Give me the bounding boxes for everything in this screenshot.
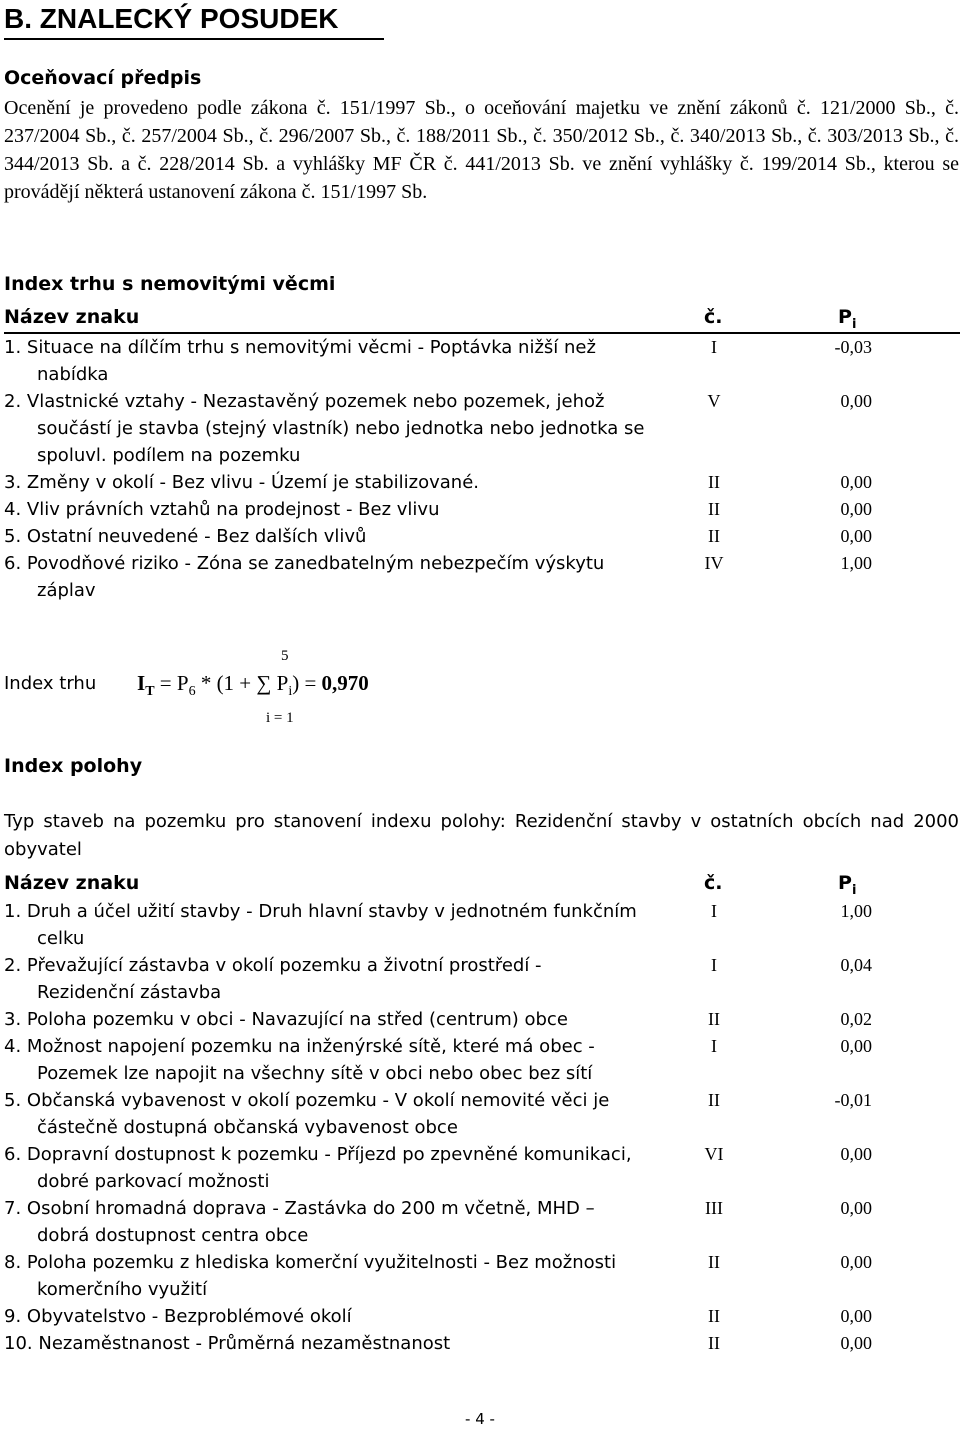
row-value: 0,04: [840, 955, 872, 975]
table-row: [4, 523, 960, 550]
valuation-heading: Oceňovací předpis: [4, 67, 202, 89]
row-value: 0,00: [840, 499, 872, 519]
row-category: V: [707, 391, 721, 411]
row-name-first-line: [4, 1306, 352, 1327]
row-name: [4, 952, 664, 1006]
column-header-name: Název znaku: [4, 306, 140, 328]
row-value: -0,01: [834, 1090, 872, 1110]
table-row: [4, 550, 960, 604]
row-name-first-line: [4, 472, 479, 493]
row-value: 1,00: [840, 901, 872, 921]
sum-upper-limit: 5: [281, 648, 289, 664]
row-name-first-line: [4, 1144, 632, 1165]
row-value: 0,00: [840, 391, 872, 411]
row-number: 7.: [4, 1198, 22, 1219]
location-index-intro: Typ staveb na pozemku pro stanovení indexu polohy: Rezidenční stavby v ostatních obcích nad 2000 obyvatel: [4, 811, 959, 860]
row-label: Poloha pozemku v obci - Navazující na střed (centrum) obce: [26, 1009, 568, 1030]
table-row: [4, 1330, 960, 1357]
row-name: [4, 550, 664, 604]
row-value: 0,00: [840, 1036, 872, 1056]
table-row: [4, 1141, 960, 1195]
valuation-paragraph: Ocenění je provedeno podle zákona č. 151/1997 Sb., o oceňování majetku ve znění zákonů č. 121/2000 Sb., č. 237/2004 Sb., č. 257/2004 Sb., č. 296/2007 Sb., č. 188/2011 Sb., č. 350/2012 Sb., č. 340/2013 Sb., č. 303/2013 Sb., č. 344/2013 Sb. a č. 228/2014 Sb. a vyhlášky MF ČR č. 441/2013 Sb. ve znění vyhlášky č. 199/2014 Sb., kterou se provádějí některá ustanovení zákona č. 151/1997 Sb.: [4, 97, 959, 203]
row-category: III: [705, 1198, 723, 1218]
table-row: [4, 1006, 960, 1033]
market-index-rows: [4, 334, 960, 604]
row-label-continuation: spoluvl. podílem na pozemku: [37, 445, 301, 466]
row-name-first-line: [4, 901, 637, 922]
row-number: 2.: [4, 391, 22, 412]
row-label-continuation: dobrá dostupnost centra obce: [37, 1225, 309, 1246]
row-name-first-line: [4, 499, 440, 520]
main-title: B. ZNALECKÝ POSUDEK: [4, 2, 384, 40]
row-value: 0,00: [840, 526, 872, 546]
table-row: [4, 1087, 960, 1141]
row-label: Poloha pozemku z hlediska komerční využitelnosti - Bez možnosti: [26, 1252, 617, 1273]
row-label-continuation: součástí je stavba (stejný vlastník) nebo jednotka nebo jednotka se: [37, 418, 645, 439]
row-value: 0,00: [840, 1198, 872, 1218]
row-value: -0,03: [834, 337, 872, 357]
row-name: [4, 1249, 664, 1303]
row-name: [4, 1330, 664, 1357]
row-name-first-line: [4, 1198, 595, 1219]
row-label: Osobní hromadná doprava - Zastávka do 200 m včetně, MHD –: [26, 1198, 595, 1219]
row-name: [4, 898, 664, 952]
table-row: [4, 1303, 960, 1330]
location-index-table: [4, 868, 960, 1357]
row-number: 10.: [4, 1333, 33, 1354]
page-number: - 4 -: [465, 1410, 495, 1428]
row-category: I: [711, 1036, 717, 1056]
formula-expression: $I_T = P_6 * (1$ + ∑ $P_i) = 0,970$: [137, 671, 369, 700]
row-category: IV: [704, 553, 724, 573]
row-label: Možnost napojení pozemku na inženýrské sítě, které má obec -: [26, 1036, 595, 1057]
row-category: I: [711, 901, 717, 921]
table-row: [4, 1249, 960, 1303]
row-value: 0,00: [840, 472, 872, 492]
row-category: VI: [704, 1144, 724, 1164]
column-header-number: č.: [704, 306, 723, 328]
row-name: [4, 496, 664, 523]
row-number: 5.: [4, 526, 22, 547]
row-category: I: [711, 955, 717, 975]
row-category: II: [708, 1306, 720, 1326]
row-value: 0,00: [840, 1144, 872, 1164]
table-row: [4, 1195, 960, 1249]
row-number: 1.: [4, 901, 22, 922]
table-row: [4, 952, 960, 1006]
location-index-rows: [4, 898, 960, 1357]
row-label: Vliv právních vztahů na prodejnost - Bez vlivu: [26, 499, 440, 520]
row-category: II: [708, 1090, 720, 1110]
row-name-first-line: [4, 1009, 568, 1030]
row-name-first-line: [4, 1252, 616, 1273]
row-label-continuation: komerčního využití: [37, 1279, 208, 1300]
row-label-continuation: Pozemek lze napojit na všechny sítě v obci nebo obec bez sítí: [37, 1063, 593, 1084]
row-label: Druh a účel užití stavby - Druh hlavní stavby v jednotném funkčním: [26, 901, 637, 922]
row-name: [4, 1195, 664, 1249]
market-index-table-header: [4, 302, 960, 334]
row-name: [4, 1006, 664, 1033]
row-label: Povodňové riziko - Zóna se zanedbatelným nebezpečím výskytu: [26, 553, 605, 574]
row-category: II: [708, 499, 720, 519]
row-value: 0,00: [840, 1252, 872, 1272]
row-number: 6.: [4, 1144, 22, 1165]
row-label: Vlastnické vztahy - Nezastavěný pozemek nebo pozemek, jehož: [26, 391, 605, 412]
row-label-continuation: záplav: [37, 580, 96, 601]
row-name: [4, 1087, 664, 1141]
column-header-number: č.: [704, 872, 723, 894]
location-index-table-header: [4, 868, 960, 898]
row-number: 1.: [4, 337, 22, 358]
row-category: II: [708, 526, 720, 546]
row-category: II: [708, 1333, 720, 1353]
row-label-continuation: částečně dostupná občanská vybavenost obce: [37, 1117, 458, 1138]
row-label: Situace na dílčím trhu s nemovitými věcmi - Poptávka nižší než: [26, 337, 596, 358]
row-name-first-line: [4, 955, 542, 976]
row-label: Dopravní dostupnost k pozemku - Příjezd po zpevněné komunikaci,: [26, 1144, 632, 1165]
row-name-first-line: [4, 1090, 609, 1111]
market-index-table: [4, 302, 960, 604]
row-category: II: [708, 1252, 720, 1272]
table-row: [4, 1033, 960, 1087]
location-index-heading: Index polohy: [4, 755, 143, 777]
row-name: [4, 1141, 664, 1195]
row-category: II: [708, 472, 720, 492]
row-label: Občanská vybavenost v okolí pozemku - V okolí nemovité věci je: [26, 1090, 610, 1111]
row-label-continuation: nabídka: [37, 364, 109, 385]
row-category: I: [711, 337, 717, 357]
formula-result: 0,970: [321, 671, 369, 695]
row-label: Ostatní neuvedené - Bez dalších vlivů: [26, 526, 367, 547]
row-value: 0,00: [840, 1333, 872, 1353]
row-label-continuation: Rezidenční zástavba: [37, 982, 222, 1003]
row-name: [4, 334, 664, 388]
table-row: [4, 898, 960, 952]
row-name: [4, 469, 664, 496]
row-name: [4, 388, 664, 469]
sum-lower-limit: i = 1: [266, 710, 294, 726]
row-name-first-line: [4, 1333, 450, 1354]
row-number: 4.: [4, 1036, 22, 1057]
row-value: 1,00: [840, 553, 872, 573]
table-row: [4, 496, 960, 523]
row-label: Změny v okolí - Bez vlivu - Území je stabilizované.: [26, 472, 480, 493]
row-name: [4, 523, 664, 550]
row-name-first-line: [4, 337, 596, 358]
market-index-heading: Index trhu s nemovitými věcmi: [4, 273, 336, 295]
table-row: [4, 388, 960, 469]
row-number: 3.: [4, 472, 22, 493]
row-name-first-line: [4, 553, 604, 574]
formula-label: Index trhu: [4, 673, 97, 694]
row-number: 3.: [4, 1009, 22, 1030]
row-number: 8.: [4, 1252, 22, 1273]
row-label-continuation: celku: [37, 928, 85, 949]
row-name: [4, 1303, 664, 1330]
row-value: 0,02: [840, 1009, 872, 1029]
row-name-first-line: [4, 391, 605, 412]
row-name-first-line: [4, 1036, 595, 1057]
row-label: Obyvatelstvo - Bezproblémové okolí: [26, 1306, 352, 1327]
column-header-name: Název znaku: [4, 872, 140, 894]
column-header-pi: $P_i$: [838, 306, 857, 332]
row-number: 5.: [4, 1090, 22, 1111]
table-row: [4, 334, 960, 388]
table-row: [4, 469, 960, 496]
row-label: Nezaměstnanost - Průměrná nezaměstnanost: [38, 1333, 451, 1354]
row-name-first-line: [4, 526, 366, 547]
column-header-pi: $P_i$: [838, 872, 857, 898]
row-number: 2.: [4, 955, 22, 976]
row-category: II: [708, 1009, 720, 1029]
row-label-continuation: dobré parkovací možnosti: [37, 1171, 270, 1192]
row-number: 6.: [4, 553, 22, 574]
row-value: 0,00: [840, 1306, 872, 1326]
row-name: [4, 1033, 664, 1087]
row-number: 9.: [4, 1306, 22, 1327]
market-index-formula: [0, 640, 600, 730]
row-number: 4.: [4, 499, 22, 520]
row-label: Převažující zástavba v okolí pozemku a životní prostředí -: [26, 955, 542, 976]
